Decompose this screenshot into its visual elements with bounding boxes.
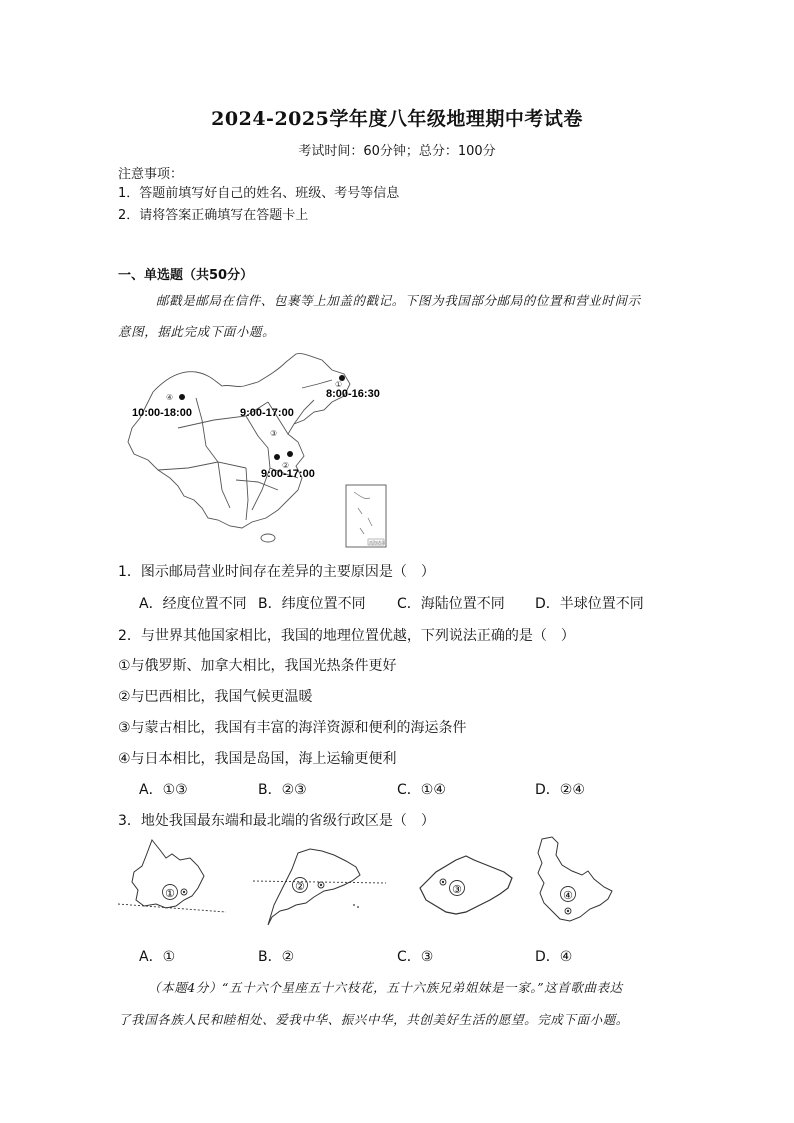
answer-option[interactable]: D．②④ [535,782,585,798]
province-map-4 [528,833,628,933]
passage-text: 了我国各族人民和睦相处、爱我中华、振兴中华，共创美好生活的愿望。完成下面小题。 [118,1012,629,1027]
page-title: 2024-2025学年度八年级地理期中考试卷 [211,108,583,130]
answer-option[interactable]: C．③ [397,949,434,965]
intro-text: 邮戳是邮局在信件、包裹等上加盖的戳记。下图为我国部分邮局的位置和营业时间示 [156,293,641,308]
map-marker-2: ② [282,461,290,470]
answer-option[interactable]: A．①③ [139,782,188,798]
hours-label: 9:00-17:00 [240,407,294,419]
map-marker-1: ① [335,380,343,389]
answer-option[interactable]: C．海陆位置不同 [397,596,505,612]
answer-option[interactable]: B．纬度位置不同 [258,596,366,612]
question-stem: 3．地处我国最东端和最北端的省级行政区是（ ） [118,813,435,829]
question-stem: 1．图示邮局营业时间存在差异的主要原因是（ ） [118,564,435,580]
inset-caption: 南海诸岛 [369,540,385,545]
answer-option[interactable]: B．②③ [258,782,307,798]
answer-option[interactable]: A．① [139,949,176,965]
province-marker: ④ [563,889,573,902]
answer-option[interactable]: D．④ [535,949,573,965]
province-map-1 [118,836,233,936]
province-map-3 [412,850,522,930]
answer-option[interactable]: A．经度位置不同 [139,596,247,612]
statement: ③与蒙古相比，我国有丰富的海洋资源和便利的海运条件 [118,720,467,736]
hours-label: 10:00-18:00 [132,407,192,419]
notes-heading: 注意事项： [118,167,184,182]
province-map-2 [248,845,388,935]
passage-text: （本题4分）“五十六个星座五十六枝花，五十六族兄弟姐妹是一家。”这首歌曲表达 [148,980,623,995]
note-item: 1．答题前填写好自己的姓名、班级、考号等信息 [118,186,400,201]
intro-text: 意图，据此完成下面小题。 [118,324,276,339]
hours-label: 8:00-16:30 [326,388,380,400]
south-china-sea-inset [346,485,386,547]
section-heading: 一、单选题（共50分） [118,268,254,283]
province-marker: ② [295,880,305,893]
exam-info: 考试时间：60分钟；总分：100分 [298,144,496,159]
china-map-figure [118,350,393,550]
map-marker-4: ④ [166,393,174,402]
hours-label: 9:00-17:00 [261,468,315,480]
province-marker: ① [165,887,175,900]
answer-option[interactable]: D．半球位置不同 [535,596,644,612]
statement: ②与巴西相比，我国气候更温暖 [118,689,313,705]
answer-option[interactable]: B．② [258,949,295,965]
answer-option[interactable]: C．①④ [397,782,446,798]
province-marker: ③ [452,883,462,896]
question-stem: 2．与世界其他国家相比，我国的地理位置优越，下列说法正确的是（ ） [118,628,575,644]
map-marker-3: ③ [270,429,278,438]
note-item: 2．请将答案正确填写在答题卡上 [118,208,309,223]
china-outline [128,354,350,528]
statement: ④与日本相比，我国是岛国，海上运输更便利 [118,751,397,767]
statement: ①与俄罗斯、加拿大相比，我国光热条件更好 [118,658,397,674]
